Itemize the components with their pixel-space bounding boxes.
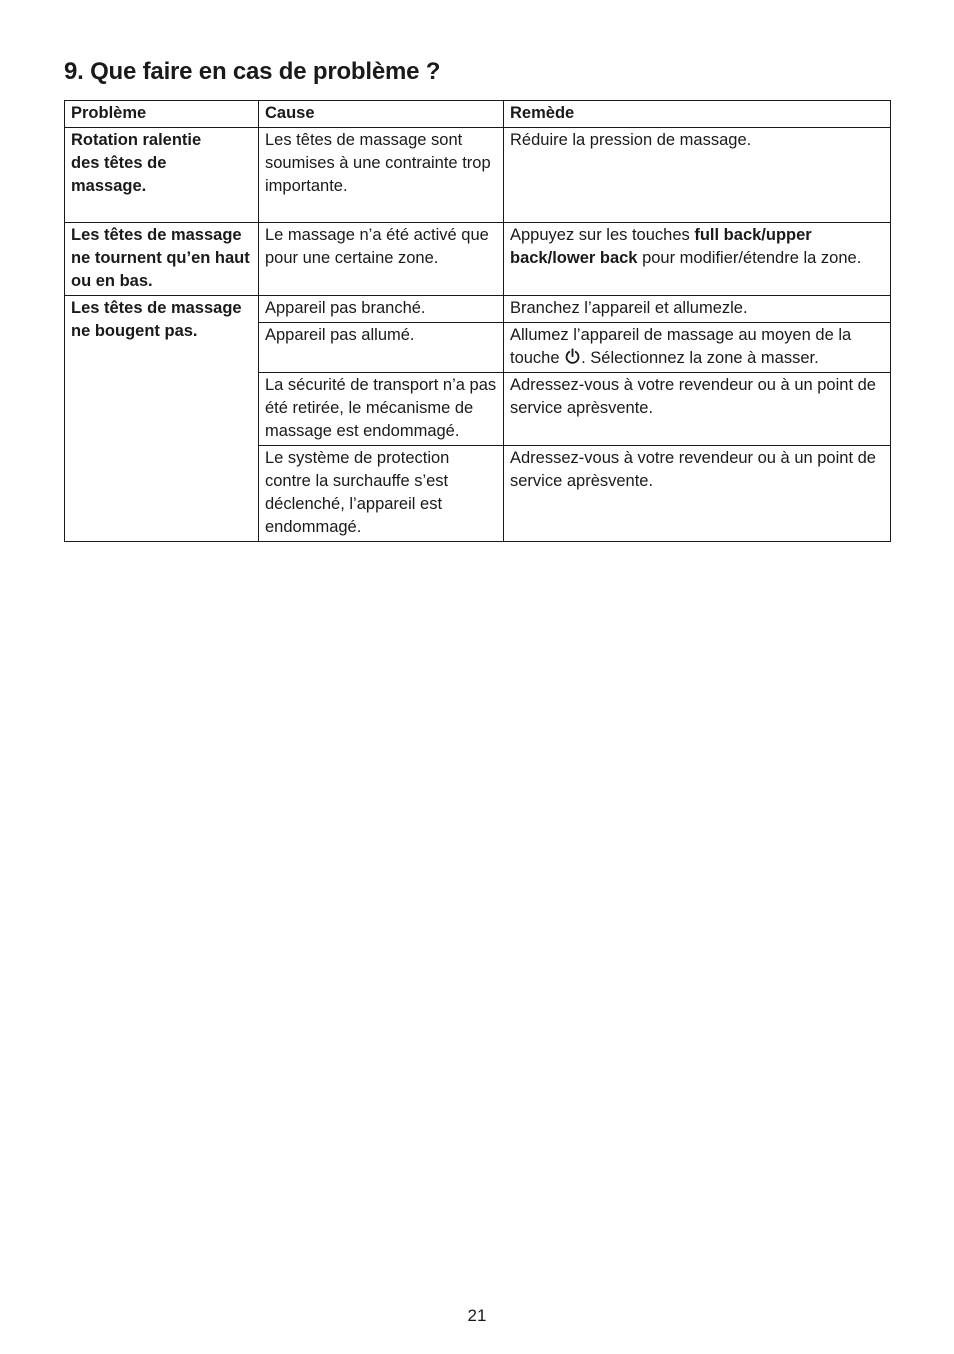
remedy-cell xyxy=(504,223,891,296)
cause-cell: La sécurité de transport n’a pas été retirée, le mécanisme de massage est endommagé. xyxy=(259,373,504,446)
header-problem: Problème xyxy=(65,101,259,128)
remedy-text: Allumez l’appareil de massage au moyen de la touche xyxy=(510,326,852,367)
table-header-row xyxy=(65,101,891,128)
remedy-key-names: full back/upper back/lower back xyxy=(510,226,812,267)
cause-cell: Appareil pas allumé. xyxy=(259,323,504,373)
remedy-cell xyxy=(504,323,891,373)
problem-cell: Rotation ralentie des têtes de massage. xyxy=(65,128,259,223)
troubleshooting-table xyxy=(64,100,891,542)
remedy-cell: Branchez l’appareil et allumezle. xyxy=(504,296,891,323)
cause-cell: Le massage n’a été activé que pour une certaine zone. xyxy=(259,223,504,296)
page-number: 21 xyxy=(467,1306,487,1325)
power-icon xyxy=(564,348,581,365)
remedy-cell: Adressez-vous à votre revendeur ou à un point de service aprèsvente. xyxy=(504,446,891,542)
remedy-text: pour modifier/étendre la zone. xyxy=(637,249,862,267)
cause-cell: Appareil pas branché. xyxy=(259,296,504,323)
header-cause: Cause xyxy=(259,101,504,128)
remedy-text: . Sélectionnez la zone à masser. xyxy=(581,349,819,367)
cause-cell: Le système de protection contre la surchauffe s’est déclenché, l’appareil est endommagé. xyxy=(259,446,504,542)
remedy-cell: Réduire la pression de massage. xyxy=(504,128,891,223)
remedy-text: Appuyez sur les touches xyxy=(510,226,695,244)
table-row xyxy=(65,223,891,296)
header-remedy: Remède xyxy=(504,101,891,128)
problem-cell: Les têtes de massage ne tournent qu’en haut ou en bas. xyxy=(65,223,259,296)
table-row xyxy=(65,296,891,323)
problem-cell: Les têtes de massage ne bougent pas. xyxy=(65,296,259,542)
cause-cell: Les têtes de massage sont soumises à une contrainte trop importante. xyxy=(259,128,504,223)
remedy-cell: Adressez-vous à votre revendeur ou à un point de service aprèsvente. xyxy=(504,373,891,446)
section-title: 9. Que faire en cas de problème ? xyxy=(64,58,441,85)
table-row xyxy=(65,128,891,223)
